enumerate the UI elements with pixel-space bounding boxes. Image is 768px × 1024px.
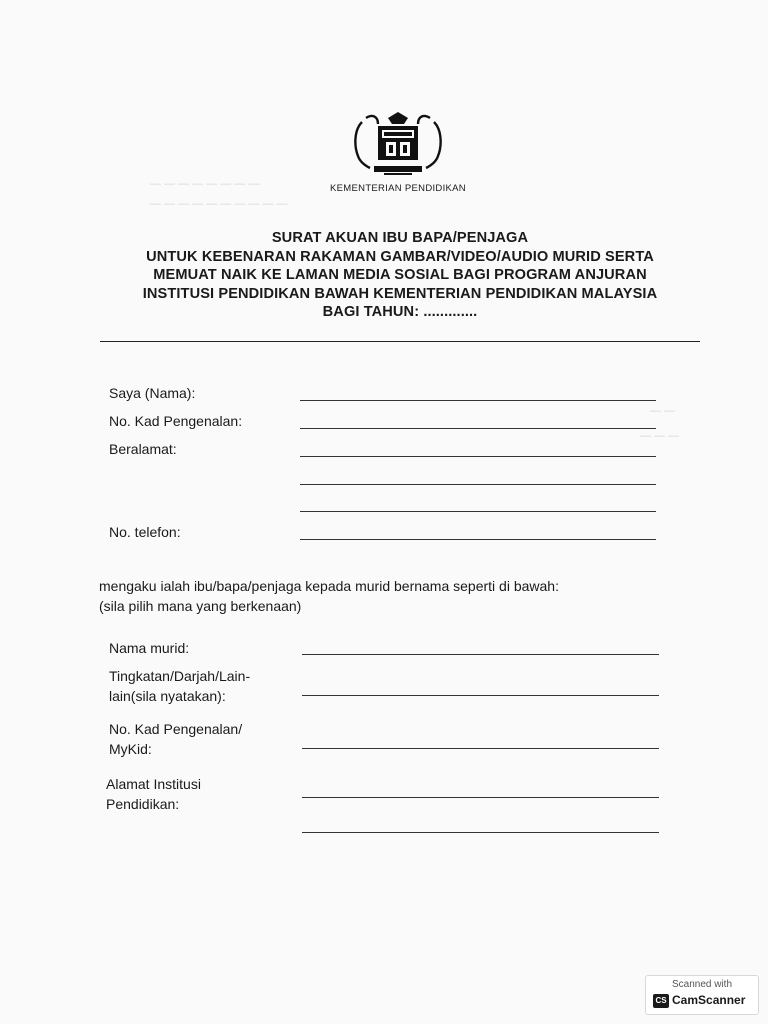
- student-class-label: Tingkatan/Darjah/Lain- lain(sila nyatakan):: [109, 668, 251, 704]
- address-field-line-3[interactable]: [300, 511, 656, 512]
- coat-of-arms-icon: [348, 112, 448, 180]
- camscanner-logo-icon: CS: [653, 994, 669, 1008]
- title-line: INSTITUSI PENDIDIKAN BAWAH KEMENTERIAN PENDIDIKAN MALAYSIA: [142, 285, 658, 302]
- title-line: BAGI TAHUN: .............: [322, 304, 478, 321]
- address-label: Beralamat:: [109, 441, 177, 457]
- bleed-through-text: — — — — — — — — — —: [150, 198, 288, 210]
- address-field-line-1[interactable]: [300, 456, 656, 457]
- phone-field[interactable]: [300, 539, 656, 540]
- document-title: [100, 229, 700, 322]
- institution-address-field-line-1[interactable]: [302, 797, 659, 798]
- parent-name-label: Saya (Nama):: [109, 385, 196, 401]
- declaration-text: [99, 576, 559, 616]
- address-field-line-2[interactable]: [300, 484, 656, 485]
- title-line: SURAT AKUAN IBU BAPA/PENJAGA: [271, 230, 529, 246]
- student-name-label: Nama murid:: [109, 640, 190, 656]
- ministry-name: KEMENTERIAN PENDIDIKAN: [330, 183, 466, 194]
- parent-ic-field[interactable]: [300, 428, 656, 429]
- bleed-through-text: — — — — — — — —: [150, 178, 260, 190]
- scanner-caption: Scanned with: [671, 979, 733, 990]
- declaration-line: (sila pilih mana yang berkenaan): [99, 598, 302, 614]
- student-ic-label: No. Kad Pengenalan/ MyKid:: [109, 721, 243, 757]
- parent-name-field[interactable]: [300, 400, 656, 401]
- title-divider: [100, 341, 700, 342]
- parent-ic-label: No. Kad Pengenalan:: [109, 413, 243, 429]
- declaration-line: mengaku ialah ibu/bapa/penjaga kepada murid bernama seperti di bawah:: [99, 578, 559, 594]
- institution-address-field-line-2[interactable]: [302, 832, 659, 833]
- student-ic-field[interactable]: [302, 748, 659, 749]
- student-class-field[interactable]: [302, 695, 659, 696]
- bleed-through-text: — — —: [640, 430, 680, 442]
- scanner-watermark: [645, 975, 759, 1015]
- title-line: UNTUK KEBENARAN RAKAMAN GAMBAR/VIDEO/AUDIO MURID SERTA: [146, 248, 654, 265]
- scanner-brand: CamScanner: [672, 993, 746, 1007]
- phone-label: No. telefon:: [109, 524, 181, 540]
- student-name-field[interactable]: [302, 654, 659, 655]
- bleed-through-text: — —: [650, 405, 676, 417]
- institution-address-label: Alamat Institusi Pendidikan:: [106, 776, 201, 812]
- title-line: MEMUAT NAIK KE LAMAN MEDIA SOSIAL BAGI PROGRAM ANJURAN: [153, 267, 647, 284]
